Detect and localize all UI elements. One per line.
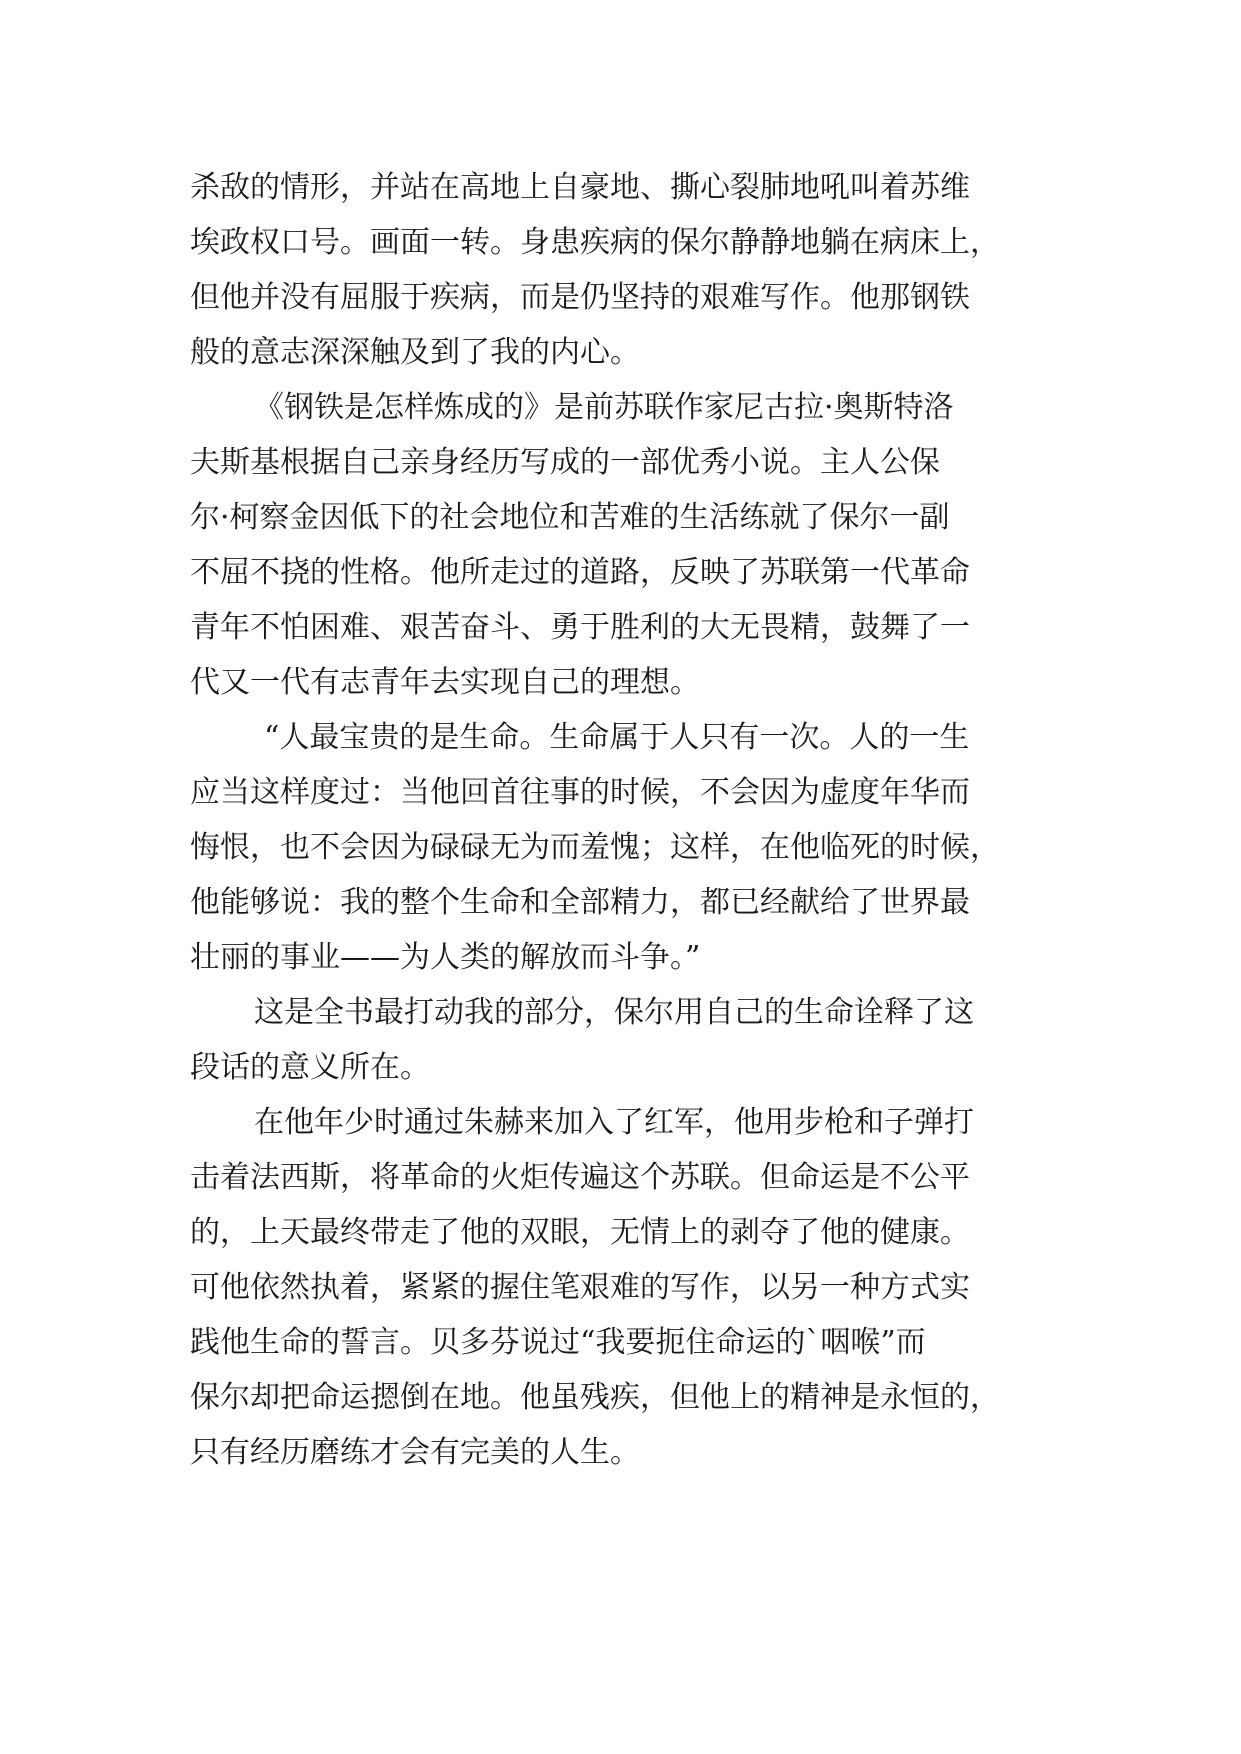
text-line: 但他并没有屈服于疾病，而是仍坚持的艰难写作。他那钢铁 xyxy=(190,280,970,315)
quote-paragraph xyxy=(190,710,1050,985)
text-line: 践他生命的誓言。贝多芬说过“我要扼住命运的`咽喉”而 xyxy=(190,1325,926,1360)
text-line: 应当这样度过：当他回首往事的时候，不会因为虚度年华而 xyxy=(190,775,970,810)
text-line: 在他年少时通过朱赫来加入了红军，他用步枪和子弹打 xyxy=(254,1105,974,1140)
paragraph xyxy=(190,1095,1050,1480)
text-line: 尔·柯察金因低下的社会地位和苦难的生活练就了保尔一副 xyxy=(190,500,950,535)
text-line: 段话的意义所在。 xyxy=(190,1050,430,1085)
text-line: 代又一代有志青年去实现自己的理想。 xyxy=(190,665,700,700)
text-line: 保尔却把命运摁倒在地。他虽残疾，但他上的精神是永恒的， xyxy=(190,1380,1000,1415)
text-line: 青年不怕困难、艰苦奋斗、勇于胜利的大无畏精，鼓舞了一 xyxy=(190,610,970,645)
paragraph xyxy=(190,380,1050,710)
text-line: 悔恨，也不会因为碌碌无为而羞愧；这样，在他临死的时候， xyxy=(190,830,1000,865)
text-line: 这是全书最打动我的部分，保尔用自己的生命诠释了这 xyxy=(254,995,974,1030)
text-line: 的，上天最终带走了他的双眼，无情上的剥夺了他的健康。 xyxy=(190,1215,970,1250)
paragraph xyxy=(190,160,1050,380)
text-line: 可他依然执着，紧紧的握住笔艰难的写作，以另一种方式实 xyxy=(190,1270,970,1305)
text-line: 壮丽的事业——为人类的解放而斗争。” xyxy=(190,940,701,975)
text-line: 他能够说：我的整个生命和全部精力，都已经献给了世界最 xyxy=(190,885,970,920)
text-line: “人最宝贵的是生命。生命属于人只有一次。人的一生 xyxy=(264,720,970,755)
text-line: 般的意志深深触及到了我的内心。 xyxy=(190,335,640,370)
text-line: 不屈不挠的性格。他所走过的道路，反映了苏联第一代革命 xyxy=(190,555,970,590)
paragraph xyxy=(190,985,1050,1095)
text-line: 只有经历磨练才会有完美的人生。 xyxy=(190,1435,640,1470)
text-line: 夫斯基根据自己亲身经历写成的一部优秀小说。主人公保 xyxy=(190,445,940,480)
document-body xyxy=(190,160,1050,1480)
text-line: 杀敌的情形，并站在高地上自豪地、撕心裂肺地吼叫着苏维 xyxy=(190,170,970,205)
text-line: 击着法西斯，将革命的火炬传遍这个苏联。但命运是不公平 xyxy=(190,1160,970,1195)
text-line: 《钢铁是怎样炼成的》是前苏联作家尼古拉·奥斯特洛 xyxy=(254,390,954,425)
text-line: 埃政权口号。画面一转。身患疾病的保尔静静地躺在病床上， xyxy=(190,225,1000,260)
